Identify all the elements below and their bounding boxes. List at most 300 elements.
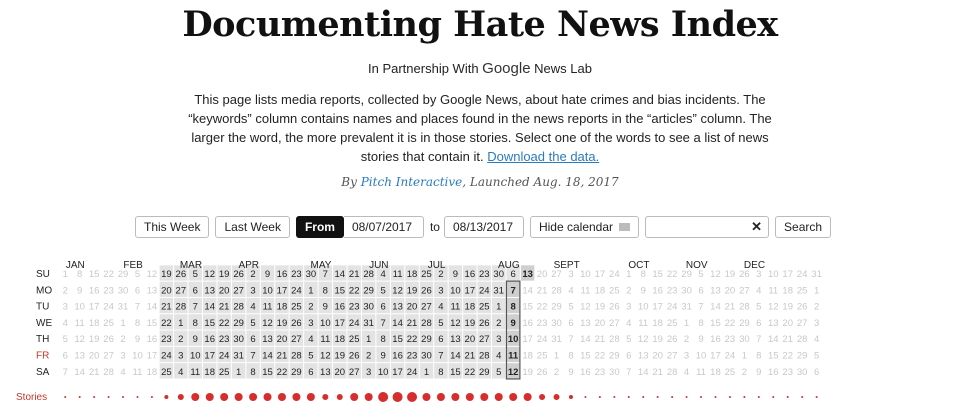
day-cell[interactable]: 4 bbox=[756, 285, 762, 297]
from-button[interactable]: From bbox=[296, 216, 344, 238]
day-cell[interactable]: 3 bbox=[568, 269, 574, 280]
stories-dot[interactable] bbox=[758, 396, 760, 398]
day-cell[interactable]: 23 bbox=[161, 334, 172, 346]
day-cell[interactable]: 7 bbox=[192, 301, 198, 313]
stories-dot[interactable] bbox=[729, 396, 731, 398]
stories-dot[interactable] bbox=[466, 393, 474, 401]
day-cell[interactable]: 28 bbox=[291, 350, 302, 362]
day-cell[interactable]: 25 bbox=[161, 366, 172, 378]
day-cell[interactable]: 29 bbox=[233, 317, 244, 329]
day-cell[interactable]: 29 bbox=[609, 350, 620, 362]
day-cell[interactable]: 21 bbox=[161, 301, 172, 313]
day-cell[interactable]: 19 bbox=[782, 301, 794, 313]
day-cell[interactable]: 16 bbox=[580, 366, 591, 378]
day-cell[interactable]: 6 bbox=[62, 350, 68, 362]
day-cell[interactable]: 4 bbox=[438, 301, 444, 313]
day-cell[interactable]: 24 bbox=[291, 285, 302, 297]
day-cell[interactable]: 28 bbox=[478, 350, 490, 362]
day-cell[interactable]: 3 bbox=[683, 350, 690, 362]
day-cell[interactable]: 26 bbox=[103, 334, 114, 346]
day-cell[interactable]: 19 bbox=[724, 269, 736, 280]
day-cell[interactable]: 1 bbox=[120, 317, 126, 329]
day-cell[interactable]: 2 bbox=[120, 334, 126, 346]
day-cell[interactable]: 18 bbox=[782, 285, 794, 297]
day-cell[interactable]: 1 bbox=[235, 366, 242, 378]
stories-dot[interactable] bbox=[524, 393, 532, 401]
day-cell[interactable]: 18 bbox=[146, 366, 158, 378]
stories-dot[interactable] bbox=[136, 396, 138, 398]
day-cell[interactable]: 17 bbox=[594, 269, 606, 280]
day-cell[interactable]: 16 bbox=[464, 269, 476, 280]
day-cell[interactable]: 11 bbox=[190, 366, 201, 378]
day-cell[interactable]: 11 bbox=[392, 269, 403, 280]
day-cell[interactable]: 4 bbox=[683, 366, 690, 378]
day-cell[interactable]: 31 bbox=[363, 317, 374, 329]
day-cell[interactable]: 10 bbox=[507, 334, 519, 346]
day-cell[interactable]: 24 bbox=[796, 269, 808, 280]
day-cell[interactable]: 26 bbox=[739, 269, 750, 280]
day-cell[interactable]: 27 bbox=[739, 285, 750, 297]
day-cell[interactable]: 14 bbox=[392, 317, 403, 329]
stories-dot[interactable] bbox=[350, 393, 358, 401]
day-cell[interactable]: 27 bbox=[551, 269, 562, 280]
day-cell[interactable]: 9 bbox=[192, 334, 198, 346]
day-cell[interactable]: 25 bbox=[796, 285, 808, 297]
day-cell[interactable]: 9 bbox=[640, 285, 646, 297]
day-cell[interactable]: 9 bbox=[568, 366, 574, 378]
day-cell[interactable]: 28 bbox=[103, 366, 114, 378]
day-cell[interactable]: 6 bbox=[813, 366, 820, 378]
stories-dot[interactable] bbox=[801, 396, 803, 398]
stories-dot[interactable] bbox=[743, 396, 745, 398]
day-cell[interactable]: 30 bbox=[233, 334, 244, 346]
day-cell[interactable]: 19 bbox=[88, 334, 100, 346]
day-cell[interactable]: 27 bbox=[666, 350, 678, 362]
this-week-button[interactable]: This Week bbox=[135, 216, 209, 238]
stories-dot[interactable] bbox=[151, 396, 153, 398]
to-date-input[interactable]: 08/13/2017 bbox=[444, 216, 524, 238]
day-cell[interactable]: 28 bbox=[233, 301, 244, 313]
day-cell[interactable]: 6 bbox=[192, 285, 198, 297]
stories-dot[interactable] bbox=[164, 395, 168, 399]
stories-dot[interactable] bbox=[657, 396, 659, 398]
day-cell[interactable]: 17 bbox=[522, 334, 533, 346]
day-cell[interactable]: 12 bbox=[710, 269, 721, 280]
day-cell[interactable]: 14 bbox=[146, 301, 158, 313]
day-cell[interactable]: 30 bbox=[796, 366, 808, 378]
day-cell[interactable]: 10 bbox=[695, 350, 707, 362]
day-cell[interactable]: 13 bbox=[392, 301, 403, 313]
stories-dot[interactable] bbox=[700, 396, 702, 398]
day-cell[interactable]: 16 bbox=[652, 285, 663, 297]
day-cell[interactable]: 2 bbox=[366, 350, 372, 362]
day-cell[interactable]: 13 bbox=[204, 285, 216, 297]
day-cell[interactable]: 19 bbox=[218, 269, 230, 280]
day-cell[interactable]: 18 bbox=[594, 285, 606, 297]
day-cell[interactable]: 28 bbox=[551, 285, 562, 297]
day-cell[interactable]: 27 bbox=[291, 334, 302, 346]
day-cell[interactable]: 16 bbox=[767, 366, 779, 378]
stories-dot[interactable] bbox=[599, 396, 601, 398]
stories-dot[interactable] bbox=[178, 394, 184, 400]
stories-dot[interactable] bbox=[671, 396, 673, 398]
day-cell[interactable]: 3 bbox=[813, 317, 820, 329]
day-cell[interactable]: 14 bbox=[637, 366, 649, 378]
stories-dot[interactable] bbox=[322, 394, 328, 400]
stories-dot[interactable] bbox=[378, 392, 388, 402]
day-cell[interactable]: 9 bbox=[380, 350, 386, 362]
day-cell[interactable]: 23 bbox=[536, 317, 548, 329]
day-cell[interactable]: 25 bbox=[666, 317, 678, 329]
stories-dot[interactable] bbox=[495, 393, 503, 401]
day-cell[interactable]: 29 bbox=[363, 285, 374, 297]
day-cell[interactable]: 17 bbox=[782, 269, 794, 280]
last-week-button[interactable]: Last Week bbox=[215, 216, 289, 238]
day-cell[interactable]: 14 bbox=[450, 350, 461, 362]
day-cell[interactable]: 18 bbox=[710, 366, 721, 378]
day-cell[interactable]: 9 bbox=[510, 317, 516, 329]
day-cell[interactable]: 18 bbox=[276, 301, 288, 313]
day-cell[interactable]: 9 bbox=[77, 285, 83, 297]
stories-dot[interactable] bbox=[235, 393, 243, 401]
stories-dot[interactable] bbox=[307, 393, 315, 401]
day-cell[interactable]: 17 bbox=[204, 350, 216, 362]
day-cell[interactable]: 13 bbox=[522, 269, 533, 280]
day-cell[interactable]: 23 bbox=[782, 366, 794, 378]
day-cell[interactable]: 14 bbox=[262, 350, 273, 362]
day-cell[interactable]: 28 bbox=[175, 301, 187, 313]
day-cell[interactable]: 27 bbox=[796, 317, 808, 329]
day-cell[interactable]: 15 bbox=[392, 334, 403, 346]
day-cell[interactable]: 22 bbox=[594, 350, 606, 362]
stories-dot[interactable] bbox=[292, 393, 300, 401]
day-cell[interactable]: 15 bbox=[767, 350, 779, 362]
day-cell[interactable]: 27 bbox=[103, 350, 114, 362]
stories-dot[interactable] bbox=[554, 394, 560, 400]
day-cell[interactable]: 24 bbox=[724, 350, 736, 362]
day-cell[interactable]: 10 bbox=[262, 285, 273, 297]
day-cell[interactable]: 13 bbox=[580, 317, 591, 329]
day-cell[interactable]: 21 bbox=[464, 350, 476, 362]
day-cell[interactable]: 23 bbox=[103, 285, 114, 297]
day-cell[interactable]: 18 bbox=[464, 301, 476, 313]
day-cell[interactable]: 5 bbox=[496, 366, 502, 378]
day-cell[interactable]: 11 bbox=[508, 350, 519, 362]
day-cell[interactable]: 3 bbox=[178, 350, 184, 362]
day-cell[interactable]: 15 bbox=[88, 269, 100, 280]
day-cell[interactable]: 28 bbox=[421, 317, 432, 329]
day-cell[interactable]: 14 bbox=[580, 334, 591, 346]
day-cell[interactable]: 20 bbox=[464, 334, 476, 346]
day-cell[interactable]: 15 bbox=[522, 301, 533, 313]
day-cell[interactable]: 22 bbox=[218, 317, 230, 329]
day-cell[interactable]: 1 bbox=[178, 317, 184, 329]
day-cell[interactable]: 14 bbox=[74, 366, 85, 378]
stories-dot[interactable] bbox=[249, 393, 257, 401]
stories-dot[interactable] bbox=[365, 393, 373, 401]
day-cell[interactable]: 6 bbox=[250, 334, 256, 346]
day-cell[interactable]: 8 bbox=[134, 317, 141, 329]
day-cell[interactable]: 5 bbox=[62, 334, 68, 346]
day-cell[interactable]: 7 bbox=[698, 301, 704, 313]
day-cell[interactable]: 31 bbox=[493, 285, 505, 297]
day-cell[interactable]: 26 bbox=[536, 366, 548, 378]
day-cell[interactable]: 19 bbox=[406, 285, 418, 297]
day-cell[interactable]: 23 bbox=[666, 285, 678, 297]
day-cell[interactable]: 11 bbox=[132, 366, 143, 378]
day-cell[interactable]: 28 bbox=[363, 269, 374, 280]
day-cell[interactable]: 10 bbox=[320, 317, 331, 329]
day-cell[interactable]: 8 bbox=[438, 366, 444, 378]
day-cell[interactable]: 17 bbox=[146, 350, 158, 362]
stories-dot[interactable] bbox=[278, 393, 286, 401]
day-cell[interactable]: 29 bbox=[739, 317, 750, 329]
stories-dot[interactable] bbox=[93, 396, 95, 398]
day-cell[interactable]: 21 bbox=[218, 301, 230, 313]
day-cell[interactable]: 6 bbox=[438, 334, 444, 346]
day-cell[interactable]: 20 bbox=[218, 285, 230, 297]
day-cell[interactable]: 6 bbox=[756, 317, 762, 329]
day-cell[interactable]: 1 bbox=[813, 285, 820, 297]
day-cell[interactable]: 7 bbox=[62, 366, 68, 378]
day-cell[interactable]: 21 bbox=[652, 366, 663, 378]
stories-dot[interactable] bbox=[451, 393, 459, 401]
day-cell[interactable]: 12 bbox=[507, 366, 519, 378]
day-cell[interactable]: 29 bbox=[291, 366, 302, 378]
day-cell[interactable]: 1 bbox=[62, 269, 68, 280]
day-cell[interactable]: 11 bbox=[768, 285, 779, 297]
day-cell[interactable]: 3 bbox=[756, 269, 762, 280]
day-cell[interactable]: 17 bbox=[88, 301, 100, 313]
day-cell[interactable]: 26 bbox=[796, 301, 808, 313]
stories-dot[interactable] bbox=[122, 396, 124, 398]
day-cell[interactable]: 26 bbox=[233, 269, 244, 280]
day-cell[interactable]: 25 bbox=[218, 366, 230, 378]
day-cell[interactable]: 3 bbox=[62, 301, 68, 313]
day-cell[interactable]: 26 bbox=[478, 317, 490, 329]
day-cell[interactable]: 4 bbox=[380, 269, 386, 280]
day-cell[interactable]: 17 bbox=[464, 285, 476, 297]
day-cell[interactable]: 13 bbox=[637, 350, 649, 362]
day-cell[interactable]: 8 bbox=[192, 317, 198, 329]
stories-dot[interactable] bbox=[407, 392, 417, 402]
day-cell[interactable]: 4 bbox=[496, 350, 502, 362]
day-cell[interactable]: 2 bbox=[683, 334, 690, 346]
stories-dot[interactable] bbox=[539, 394, 545, 400]
day-cell[interactable]: 15 bbox=[146, 317, 158, 329]
day-cell[interactable]: 29 bbox=[421, 334, 432, 346]
day-cell[interactable]: 21 bbox=[536, 285, 548, 297]
day-cell[interactable]: 5 bbox=[698, 269, 704, 280]
day-cell[interactable]: 2 bbox=[178, 334, 184, 346]
day-cell[interactable]: 30 bbox=[117, 285, 129, 297]
day-cell[interactable]: 7 bbox=[134, 301, 141, 313]
day-cell[interactable]: 5 bbox=[438, 317, 444, 329]
day-cell[interactable]: 20 bbox=[334, 366, 346, 378]
day-cell[interactable]: 15 bbox=[262, 366, 273, 378]
day-cell[interactable]: 16 bbox=[204, 334, 216, 346]
day-cell[interactable]: 27 bbox=[175, 285, 187, 297]
day-cell[interactable]: 13 bbox=[146, 285, 158, 297]
day-cell[interactable]: 24 bbox=[666, 301, 678, 313]
day-cell[interactable]: 24 bbox=[478, 285, 490, 297]
day-cell[interactable]: 17 bbox=[392, 366, 403, 378]
day-cell[interactable]: 23 bbox=[291, 269, 302, 280]
day-cell[interactable]: 22 bbox=[536, 301, 548, 313]
day-cell[interactable]: 12 bbox=[204, 269, 216, 280]
day-cell[interactable]: 7 bbox=[510, 285, 516, 297]
stories-dot[interactable] bbox=[686, 396, 688, 398]
day-cell[interactable]: 4 bbox=[568, 285, 574, 297]
day-cell[interactable]: 10 bbox=[74, 301, 85, 313]
day-cell[interactable]: 17 bbox=[710, 350, 721, 362]
stories-dot[interactable] bbox=[628, 396, 630, 398]
search-button[interactable]: Search bbox=[775, 216, 831, 238]
day-cell[interactable]: 21 bbox=[782, 334, 794, 346]
day-cell[interactable]: 2 bbox=[553, 366, 560, 378]
day-cell[interactable]: 25 bbox=[348, 334, 360, 346]
day-cell[interactable]: 31 bbox=[233, 350, 244, 362]
day-cell[interactable]: 25 bbox=[421, 269, 432, 280]
day-cell[interactable]: 25 bbox=[291, 301, 302, 313]
day-cell[interactable]: 16 bbox=[276, 269, 288, 280]
stories-dot[interactable] bbox=[584, 396, 586, 398]
day-cell[interactable]: 30 bbox=[363, 301, 374, 313]
day-cell[interactable]: 19 bbox=[652, 334, 663, 346]
day-cell[interactable]: 1 bbox=[423, 366, 430, 378]
day-cell[interactable]: 23 bbox=[594, 366, 606, 378]
day-cell[interactable]: 3 bbox=[308, 317, 314, 329]
day-cell[interactable]: 17 bbox=[652, 301, 663, 313]
day-cell[interactable]: 24 bbox=[609, 269, 620, 280]
day-cell[interactable]: 9 bbox=[698, 334, 704, 346]
day-cell[interactable]: 15 bbox=[652, 269, 663, 280]
day-cell[interactable]: 11 bbox=[450, 301, 461, 313]
day-cell[interactable]: 21 bbox=[276, 350, 288, 362]
stories-dot[interactable] bbox=[191, 393, 199, 401]
day-cell[interactable]: 22 bbox=[782, 350, 794, 362]
day-cell[interactable]: 16 bbox=[334, 301, 346, 313]
day-cell[interactable]: 31 bbox=[681, 301, 692, 313]
day-cell[interactable]: 22 bbox=[276, 366, 288, 378]
day-cell[interactable]: 2 bbox=[741, 366, 748, 378]
day-cell[interactable]: 29 bbox=[478, 366, 490, 378]
from-date-input[interactable]: 08/07/2017 bbox=[344, 216, 424, 238]
day-cell[interactable]: 31 bbox=[811, 269, 822, 280]
day-cell[interactable]: 8 bbox=[77, 269, 83, 280]
day-cell[interactable]: 26 bbox=[666, 334, 678, 346]
day-cell[interactable]: 9 bbox=[756, 366, 762, 378]
day-cell[interactable]: 11 bbox=[262, 301, 273, 313]
day-cell[interactable]: 30 bbox=[551, 317, 562, 329]
stories-dot[interactable] bbox=[714, 396, 716, 398]
day-cell[interactable]: 6 bbox=[308, 366, 314, 378]
day-cell[interactable]: 19 bbox=[594, 301, 606, 313]
day-cell[interactable]: 25 bbox=[103, 317, 114, 329]
day-cell[interactable]: 6 bbox=[698, 285, 704, 297]
stories-dot[interactable] bbox=[480, 393, 488, 401]
day-cell[interactable]: 26 bbox=[609, 301, 620, 313]
day-cell[interactable]: 29 bbox=[117, 269, 129, 280]
day-cell[interactable]: 5 bbox=[813, 350, 820, 362]
day-cell[interactable]: 2 bbox=[62, 285, 68, 297]
day-cell[interactable]: 6 bbox=[134, 285, 141, 297]
stories-dot[interactable] bbox=[393, 392, 403, 402]
day-cell[interactable]: 12 bbox=[767, 301, 779, 313]
day-cell[interactable]: 11 bbox=[74, 317, 85, 329]
day-cell[interactable]: 4 bbox=[626, 317, 632, 329]
day-cell[interactable]: 13 bbox=[450, 334, 461, 346]
day-cell[interactable]: 19 bbox=[522, 366, 533, 378]
day-cell[interactable]: 9 bbox=[134, 334, 141, 346]
day-cell[interactable]: 8 bbox=[698, 317, 704, 329]
day-cell[interactable]: 29 bbox=[681, 269, 692, 280]
day-cell[interactable]: 30 bbox=[609, 366, 620, 378]
day-cell[interactable]: 5 bbox=[626, 334, 632, 346]
day-cell[interactable]: 23 bbox=[348, 301, 360, 313]
day-cell[interactable]: 5 bbox=[568, 301, 574, 313]
stories-dot[interactable] bbox=[79, 396, 81, 398]
day-cell[interactable]: 9 bbox=[452, 269, 459, 280]
day-cell[interactable]: 2 bbox=[438, 269, 444, 280]
clear-search-icon[interactable]: ✕ bbox=[751, 219, 763, 234]
day-cell[interactable]: 27 bbox=[609, 317, 620, 329]
day-cell[interactable]: 28 bbox=[609, 334, 620, 346]
day-cell[interactable]: 13 bbox=[74, 350, 85, 362]
day-cell[interactable]: 18 bbox=[406, 269, 418, 280]
day-cell[interactable]: 23 bbox=[218, 334, 230, 346]
day-cell[interactable]: 6 bbox=[568, 317, 574, 329]
day-cell[interactable]: 18 bbox=[204, 366, 216, 378]
day-cell[interactable]: 14 bbox=[767, 334, 779, 346]
day-cell[interactable]: 14 bbox=[334, 269, 346, 280]
day-cell[interactable]: 20 bbox=[782, 317, 794, 329]
day-cell[interactable]: 24 bbox=[103, 301, 114, 313]
day-cell[interactable]: 8 bbox=[510, 301, 516, 313]
stories-dot[interactable] bbox=[569, 395, 573, 399]
day-cell[interactable]: 24 bbox=[406, 366, 418, 378]
day-cell[interactable]: 8 bbox=[756, 350, 762, 362]
day-cell[interactable]: 26 bbox=[348, 350, 360, 362]
day-cell[interactable]: 1 bbox=[366, 334, 372, 346]
stories-dot[interactable] bbox=[337, 394, 343, 400]
day-cell[interactable]: 12 bbox=[637, 334, 649, 346]
day-cell[interactable]: 24 bbox=[348, 317, 360, 329]
day-cell[interactable]: 23 bbox=[724, 334, 736, 346]
day-cell[interactable]: 28 bbox=[796, 334, 808, 346]
day-cell[interactable]: 19 bbox=[276, 317, 288, 329]
stories-dot[interactable] bbox=[422, 393, 430, 401]
day-cell[interactable]: 15 bbox=[710, 317, 721, 329]
day-cell[interactable]: 12 bbox=[74, 334, 85, 346]
day-cell[interactable]: 11 bbox=[580, 285, 591, 297]
day-cell[interactable]: 3 bbox=[626, 301, 632, 313]
day-cell[interactable]: 1 bbox=[308, 285, 314, 297]
day-cell[interactable]: 25 bbox=[724, 366, 736, 378]
download-data-link[interactable]: Download the data. bbox=[487, 149, 600, 164]
day-cell[interactable]: 11 bbox=[638, 317, 649, 329]
day-cell[interactable]: 12 bbox=[450, 317, 461, 329]
day-cell[interactable]: 13 bbox=[320, 366, 331, 378]
day-cell[interactable]: 20 bbox=[536, 269, 548, 280]
day-cell[interactable]: 4 bbox=[178, 366, 184, 378]
stories-dot[interactable] bbox=[642, 396, 644, 398]
day-cell[interactable]: 2 bbox=[496, 317, 502, 329]
stories-dot[interactable] bbox=[206, 393, 214, 401]
day-cell[interactable]: 7 bbox=[438, 350, 444, 362]
day-cell[interactable]: 2 bbox=[250, 269, 256, 280]
day-cell[interactable]: 25 bbox=[609, 285, 620, 297]
